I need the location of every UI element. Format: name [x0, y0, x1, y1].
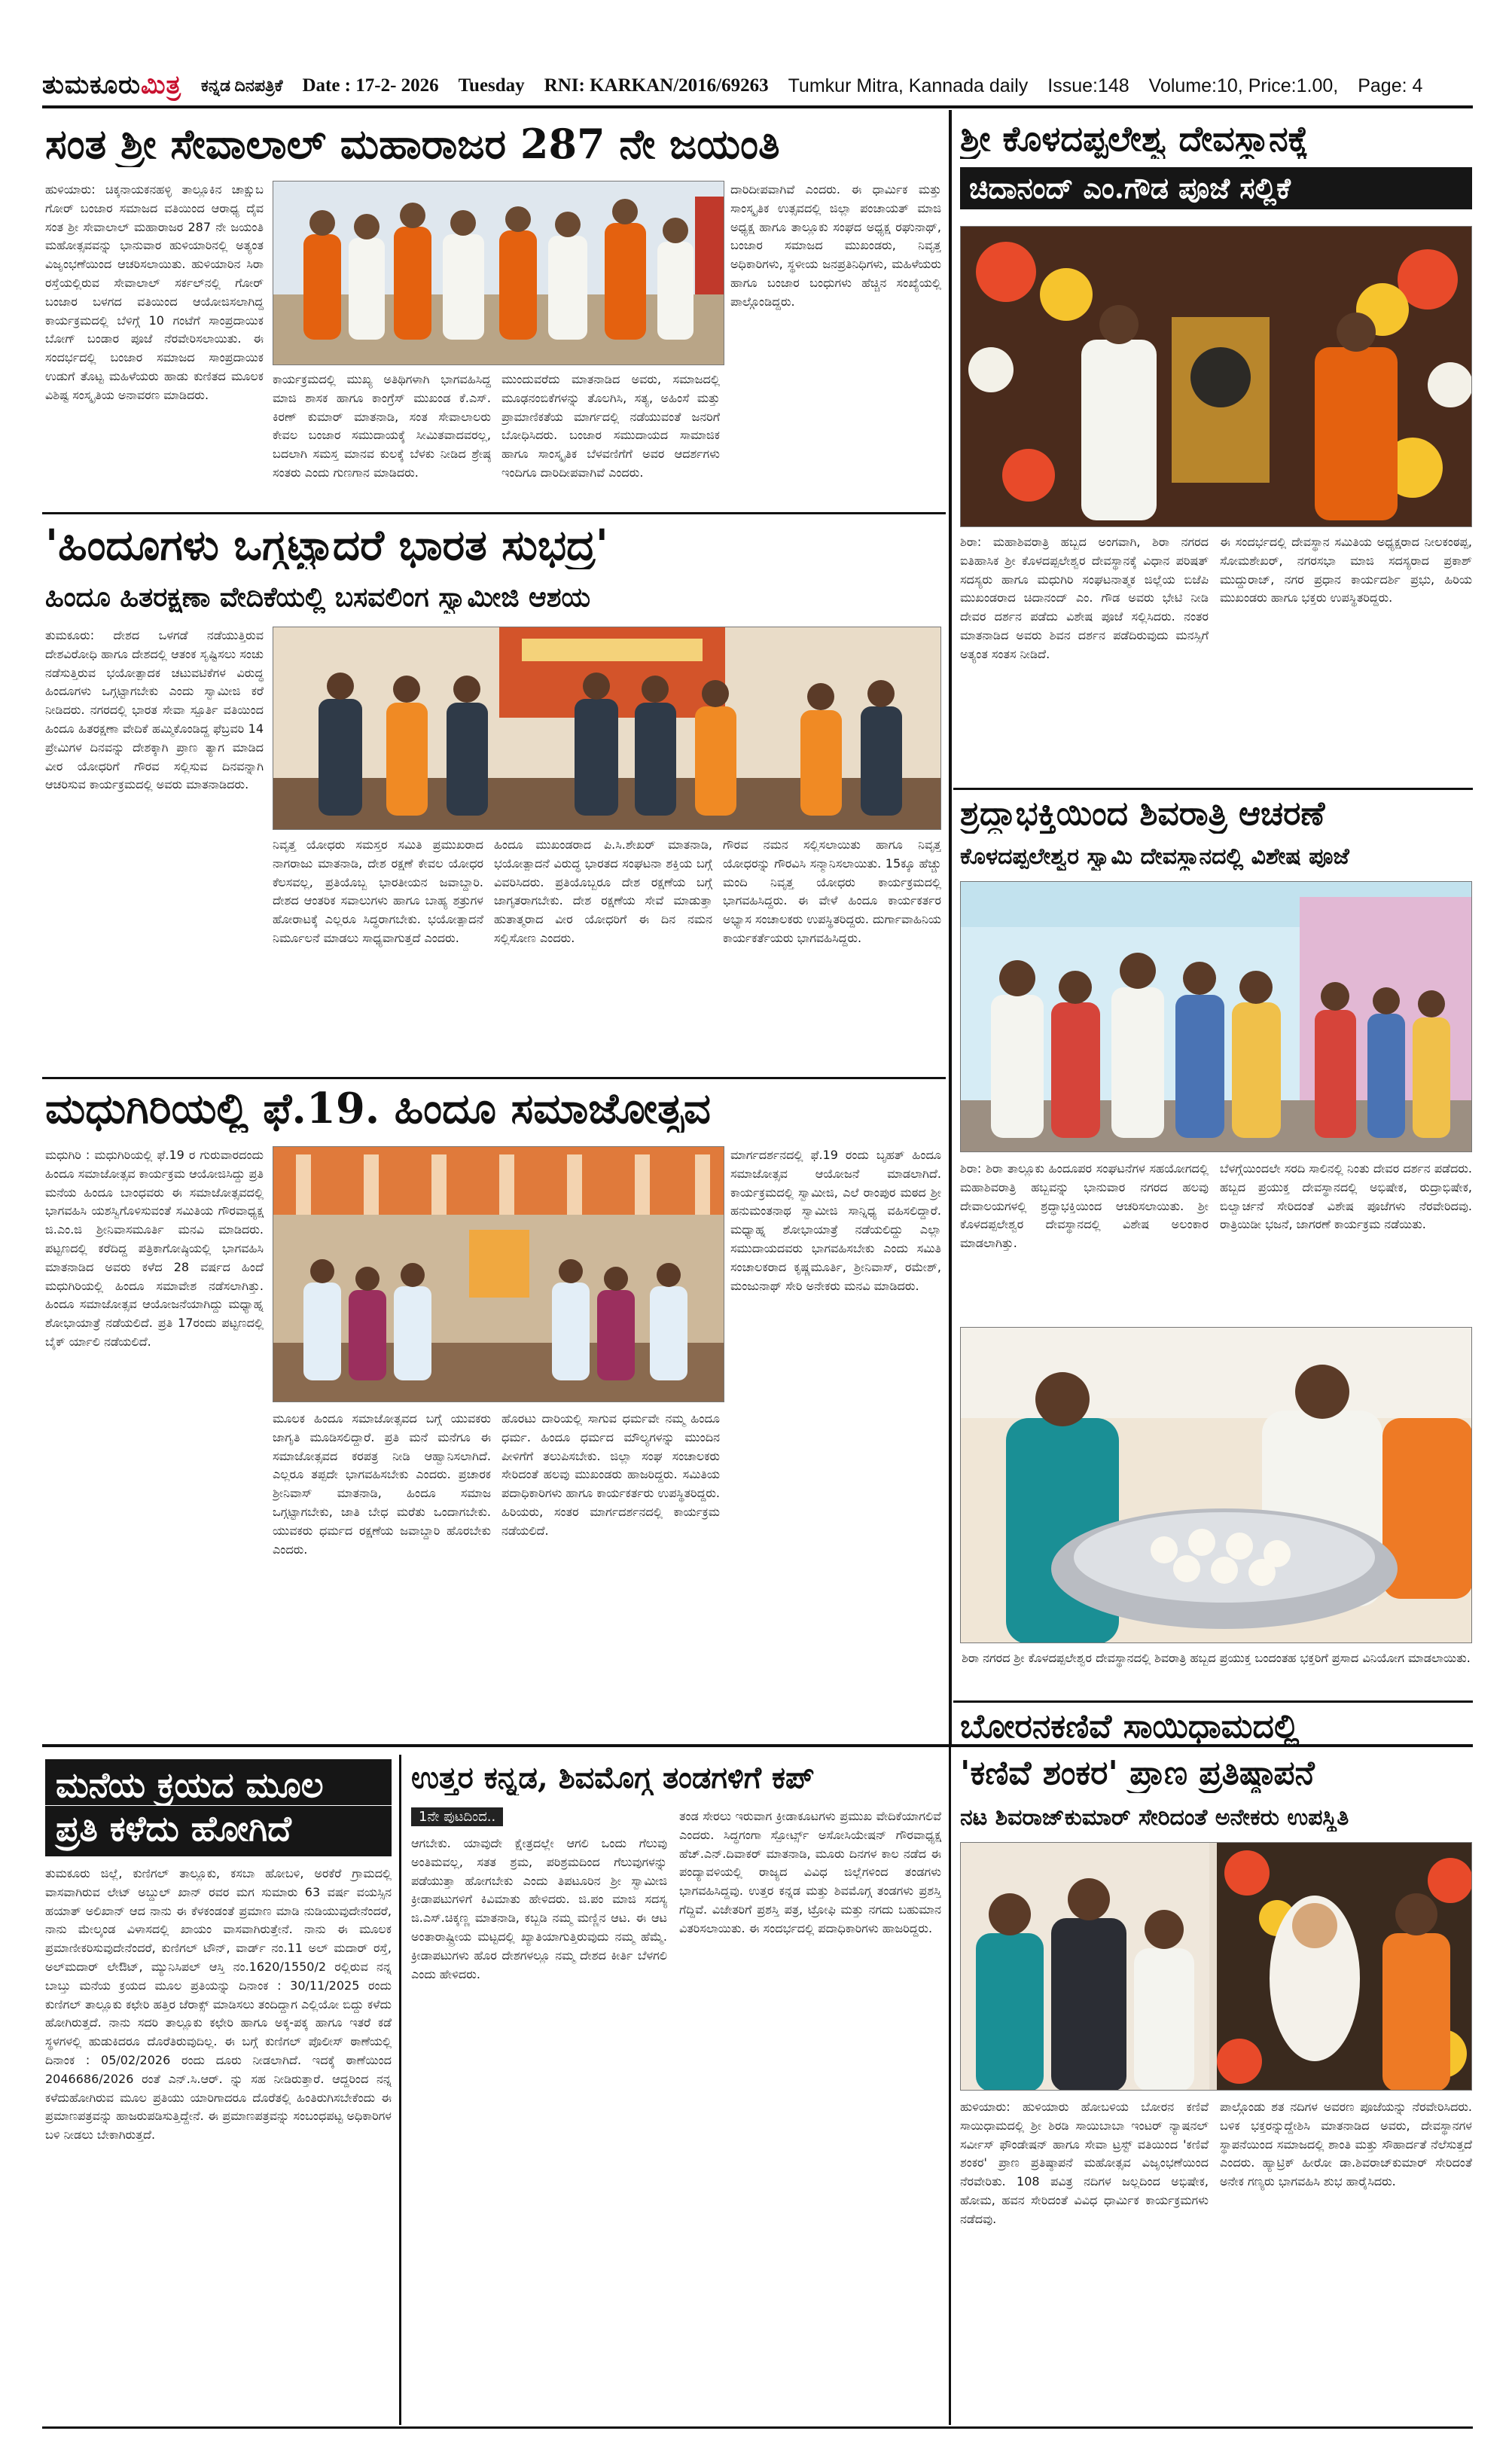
shraddha-subhead: ಕೊಳದಪ್ಪಲೇಶ್ವರ ಸ್ವಾಮಿ ದೇವಸ್ಥಾನದಲ್ಲಿ ವಿಶೇಷ ಪೂಜೆ: [960, 843, 1349, 870]
paper-name: ತುಮಕೂರು: [42, 72, 141, 99]
section-divider: [949, 110, 952, 1744]
madhugiri-col2: ಮೂಲಕ ಹಿಂದೂ ಸಮಾಜೋತ್ಸವದ ಬಗ್ಗೆ ಯುವಕರು ಜಾಗೃತಿ ಮೂಡಿಸಲಿದ್ದಾರೆ. ಪ್ರತಿ ಮನೆ ಮನೆಗೂ ಈ ಸಮಾಜೋತ್ಸವದ ಕರಪತ್ರ ನೀಡಿ ಆಹ್ವಾನಿಸಲಾಗಿದೆ. ಎಲ್ಲರೂ ತಪ್ಪದೇ ಭಾಗವಹಿಸಬೇಕು ಎಂದರು. ಪ್ರಚಾರಕ ಶ್ರೀನಿವಾಸ್ ಮಾತನಾಡಿ, ಹಿಂದೂ ಸಮಾಜ ಒಗ್ಗಟ್ಟಾಗಬೇಕು, ಜಾತಿ ಬೇಧ ಮರೆತು ಒಂದಾಗಬೇಕು. ಯುವಕರು ಧರ್ಮದ ರಕ್ಷಣೆಯ ಜವಾಬ್ದಾರಿ ಹೊರಬೇಕು ಎಂದರು.: [273, 1411, 491, 1557]
madhugiri-photo: [273, 1146, 724, 1402]
hindu-col2: ನಿವೃತ್ತ ಯೋಧರು ಸಮಸ್ತರ ಸಮಿತಿ ಪ್ರಮುಖರಾದ ನಾಗರಾಜು ಮಾತನಾಡಿ, ದೇಶ ರಕ್ಷಣೆ ಕೇವಲ ಯೋಧರ ಕೆಲಸವಲ್ಲ, ಪ್ರತಿಯೊಬ್ಬ ಭಾರತೀಯನ ಜವಾಬ್ದಾರಿ. ದೇಶದ ಆಂತರಿಕ ಸವಾಲುಗಳು ಹಾಗೂ ಬಾಹ್ಯ ಶತ್ರುಗಳ ಹೋರಾಟಕ್ಕೆ ಎಲ್ಲರೂ ಸಿದ್ಧರಾಗಬೇಕು. ಭಯೋತ್ಪಾದನೆ ನಿರ್ಮೂಲನೆ ಮಾಡಲು ಸಾಧ್ಯವಾಗುತ್ತದೆ ಎಂದರು.: [273, 837, 483, 945]
madhugiri-headline: ಮಧುಗಿರಿಯಲ್ಲಿ ಫೆ.19. ಹಿಂದೂ ಸಮಾಜೋತ್ಸವ: [45, 1084, 711, 1133]
issue-date: Date : 17-2- 2026: [302, 75, 439, 96]
shraddha-headline: ಶ್ರದ್ಧಾಭಕ್ತಿಯಿಂದ ಶಿವರಾತ್ರಿ ಆಚರಣೆ: [960, 795, 1325, 833]
shraddha-col2: ಬೆಳಗ್ಗೆಯಿಂದಲೇ ಸರದಿ ಸಾಲಿನಲ್ಲಿ ನಿಂತು ದೇವರ ದರ್ಶನ ಪಡೆದರು. ಹಬ್ಬದ ಪ್ರಯುಕ್ತ ದೇವಸ್ಥಾನದಲ್ಲಿ ಅಭಿಷೇಕ, ರುದ್ರಾಭಿಷೇಕ, ಬಿಲ್ವಾರ್ಚನೆ ಸೇರಿದಂತೆ ವಿಶೇಷ ಪೂಜೆಗಳು ನೆರವೇರಿದವು. ರಾತ್ರಿಯಿಡೀ ಭಜನೆ, ಜಾಗರಣೆ ಕಾರ್ಯಕ್ರಮ ನಡೆಯಿತು.: [1220, 1161, 1472, 1232]
sevalal-col4: ದಾರಿದೀಪವಾಗಿವೆ ಎಂದರು. ಈ ಧಾರ್ಮಿಕ ಮತ್ತು ಸಾಂಸ್ಕೃತಿಕ ಉತ್ಸವದಲ್ಲಿ ಜಿಲ್ಲಾ ಪಂಚಾಯತ್ ಮಾಜಿ ಅಧ್ಯಕ್ಷ ಹಾಗೂ ತಾಲ್ಲೂಕು ಸಂಘದ ಅಧ್ಯಕ್ಷ ರಘುನಾಥ್, ಬಂಜಾರ ಸಮಾಜದ ಮುಖಂಡರು, ನಿವೃತ್ತ ಅಧಿಕಾರಿಗಳು, ಸ್ಥಳೀಯ ಜನಪ್ರತಿನಿಧಿಗಳು, ಮಹಿಳೆಯರು ಹಾಗೂ ಬಂಜಾರ ಬಂಧುಗಳು ಹೆಚ್ಚಿನ ಸಂಖ್ಯೆಯಲ್ಲಿ ಪಾಲ್ಗೊಂಡಿದ್ದರು.: [730, 182, 941, 309]
hindu-col1: ತುಮಕೂರು: ದೇಶದ ಒಳಗಡೆ ನಡೆಯುತ್ತಿರುವ ದೇಶವಿರೋಧಿ ಹಾಗೂ ದೇಶದಲ್ಲಿ ಆತಂಕ ಸೃಷ್ಟಿಸಲು ಸಂಚು ನಡೆಸುತ್ತಿರುವ ಭಯೋತ್ಪಾದಕ ಚಟುವಟಿಕೆಗಳ ವಿರುದ್ಧ ಹಿಂದೂಗಳು ಒಗ್ಗಟ್ಟಾಗಬೇಕು ಎಂದು ಸ್ವಾಮೀಜಿ ಕರೆ ನೀಡಿದರು. ನಗರದಲ್ಲಿ ಭಾರತ ಸೇವಾ ಸ್ಪೂರ್ತಿ ವತಿಯಿಂದ ಹಿಂದೂ ಹಿತರಕ್ಷಣಾ ವೇದಿಕೆ ಹಮ್ಮಿಕೊಂಡಿದ್ದ ಫೆಬ್ರವರಿ 14 ಪ್ರೇಮಿಗಳ ದಿನವನ್ನು ದೇಶಕ್ಕಾಗಿ ಪ್ರಾಣ ತ್ಯಾಗ ಮಾಡಿದ ವೀರ ಯೋಧರಿಗೆ ಗೌರವ ಸಲ್ಲಿಸುವ ದಿನವನ್ನಾಗಿ ಆಚರಿಸುವ ಕಾರ್ಯಕ್ರಮದಲ್ಲಿ ಅವರು ಮಾತನಾಡಿದರು.: [45, 628, 264, 792]
prasada-photo: [960, 1327, 1472, 1643]
hindu-headline: 'ಹಿಂದೂಗಳು ಒಗ್ಗಟ್ಟಾದರೆ ಭಾರತ ಸುಭದ್ರ': [45, 521, 608, 570]
hindu-photo: [273, 627, 941, 830]
boranakanive-col2: ಪಾಲ್ಗೊಂಡು ಶತ ನದಿಗಳ ಅವರಣ ಪೂಜೆಯನ್ನು ನೆರವೇರಿಸಿದರು. ಬಳಿಕ ಭಕ್ತರನ್ನುದ್ದೇಶಿಸಿ ಮಾತನಾಡಿದ ಅವರು, ದೇವಸ್ಥಾನಗಳ ಸ್ಥಾಪನೆಯಿಂದ ಸಮಾಜದಲ್ಲಿ ಶಾಂತಿ ಮತ್ತು ಸೌಹಾರ್ದತೆ ನೆಲೆಸುತ್ತದೆ ಎಂದರು. ಹ್ಯಾಟ್ರಿಕ್ ಹೀರೋ ಡಾ.ಶಿವರಾಜ್‌ಕುಮಾರ್ ಸೇರಿದಂತೆ ಅನೇಕ ಗಣ್ಯರು ಭಾಗವಹಿಸಿ ಶುಭ ಹಾರೈಸಿದರು.: [1220, 2100, 1472, 2189]
prasada-caption: ಶಿರಾ ನಗರದ ಶ್ರೀ ಕೊಳದಪ್ಪಲೇಶ್ವರ ದೇವಸ್ಥಾನದಲ್ಲಿ ಶಿವರಾತ್ರಿ ಹಬ್ಬದ ಪ್ರಯುಕ್ತ ಬಂದಂತಹ ಭಕ್ತರಿಗೆ ಪ್ರಸಾದ ವಿನಿಯೋಗ ಮಾಡಲಾಯಿತು.: [962, 1651, 1471, 1665]
jump-label-text: 1ನೇ ಪುಟದಿಂದ..: [411, 1807, 503, 1826]
maneya-body: ತುಮಕೂರು ಜಿಲ್ಲೆ, ಕುಣಿಗಲ್ ತಾಲ್ಲೂಕು, ಕಸಬಾ ಹೋಬಳಿ, ಅರಕೆರೆ ಗ್ರಾಮದಲ್ಲಿ ವಾಸವಾಗಿರುವ ಲೇಟ್ ಅಬ್ದುಲ್ ಖಾನ್ ರವರ ಮಗ ಸುಮಾರು 63 ವರ್ಷ ವಯಸ್ಸಿನ ಹಯಾತ್ ಅಲಿಖಾನ್ ಆದ ನಾನು ಈ ಕೆಳಕಂಡಂತೆ ಪ್ರಮಾಣ ಮಾಡಿ ನುಡಿಯುವುದೇನೆಂದರೆ, ನಾನು ಮೇಲ್ಕಂಡ ವಿಳಾಸದಲ್ಲಿ ಖಾಯಂ ವಾಸವಾಗಿರುತ್ತೇನೆ. ನಾನು ಈ ಮೂಲಕ ಪ್ರಮಾಣೀಕರಿಸುವುದೇನೆಂದರೆ, ಕುಣಿಗಲ್ ಟೌನ್, ವಾರ್ಡ್ ನಂ.11 ಅಲ್ ಮದಾರ್ ರಸ್ತೆ, ಅಲ್‌ಮದಾರ್ ಲೇಔಟ್, ಮ್ಯುನಿಸಿಪಲ್ ಆಸ್ತಿ ನಂ.1620/1550/2 ರಲ್ಲಿರುವ ನನ್ನ ಬಾಬ್ತು ಮನೆಯ ಕ್ರಯದ ಮೂಲ ಪ್ರತಿಯನ್ನು ದಿನಾಂಕ : 30/11/2025 ರಂದು ಕುಣಿಗಲ್ ತಾಲ್ಲೂಕು ಕಛೇರಿ ಹತ್ತಿರ ಜೆರಾಕ್ಸ್ ಮಾಡಿಸಲು ತಂದಿದ್ದಾಗ ಎಲ್ಲಿಯೋ ಬಿದ್ದು ಕಳೆದು ಹೋಗಿರುತ್ತದೆ. ನಾನು ಸದರಿ ತಾಲ್ಲೂಕು ಕಛೇರಿ ಹಾಗೂ ಅಕ್ಕ-ಪಕ್ಕ ಹಾಗೂ ಇತರೆ ಕಡೆ ಸ್ಥಳಗಳಲ್ಲಿ ಹುಡುಕಿದರೂ ದೊರೆತಿರುವುದಿಲ್ಲ. ಈ ಬಗ್ಗೆ ಕುಣಿಗಲ್ ಪೊಲೀಸ್ ಠಾಣೆಯಲ್ಲಿ ದಿನಾಂಕ : 05/02/2026 ರಂದು ದೂರು ನೀಡಲಾಗಿದೆ. ಇದಕ್ಕೆ ಠಾಣೆಯಿಂದ 2046686/2026 ರಂತೆ ಎನ್.ಸಿ.ಆರ್. ನ್ನು ಸಹ ನೀಡಿರುತ್ತಾರೆ. ಆದ್ದರಿಂದ ನನ್ನ ಕಳೆದುಹೋಗಿರುವ ಮೂಲ ಪ್ರತಿಯು ಯಾರಿಗಾದರೂ ದೊರೆತಲ್ಲಿ ಹಿಂತಿರುಗಿಸಬೇಕೆಂದು ಈ ಪ್ರಮಾಣಪತ್ರವನ್ನು ಹಾಜರುಪಡಿಸುತ್ತಿದ್ದೇನೆ. ಈ ಪ್ರಮಾಣಪತ್ರವನ್ನು ಸಂಬಂಧಪಟ್ಟ ಅಧಿಕಾರಿಗಳ ಬಳಿ ನೀಡಲು ಬೇಕಾಗಿರುತ್ತದೆ.: [45, 1866, 392, 2143]
shraddha-photo: [960, 881, 1472, 1152]
kolada-rule: [953, 788, 1473, 790]
cup-headline: ಉತ್ತರ ಕನ್ನಡ, ಶಿವಮೊಗ್ಗ ತಂಡಗಳಿಗೆ ಕಪ್: [411, 1761, 815, 1795]
boranakanive-col1: ಹುಳಿಯಾರು: ಹುಳಿಯಾರು ಹೋಬಳಿಯ ಬೋರನ ಕಣಿವೆ ಸಾಯಿಧಾಮದಲ್ಲಿ ಶ್ರೀ ಶಿರಡಿ ಸಾಯಿಬಾಬಾ ಇಂಟರ್ ನ್ಯಾಷನಲ್ ಸರ್ವೀಸ್ ಫೌಂಡೇಷನ್ ಹಾಗೂ ಸೇವಾ ಟ್ರಸ್ಟ್ ವತಿಯಿಂದ 'ಕಣಿವೆ ಶಂಕರ' ಪ್ರಾಣ ಪ್ರತಿಷ್ಠಾಪನೆ ಮಹೋತ್ಸವ ವಿಜೃಂಭಣೆಯಿಂದ ನೆರವೇರಿತು. 108 ಪವಿತ್ರ ನದಿಗಳ ಜಲ್ಲದಿಂದ ಅಭಿಷೇಕ, ಹೋಮ, ಹವನ ಸೇರಿದಂತೆ ವಿವಿಧ ಧಾರ್ಮಿಕ ಕಾರ್ಯಕ್ರಮಗಳು ನಡೆದವು.: [960, 2100, 1209, 2226]
hindu-col3: ಹಿಂದೂ ಮುಖಂಡರಾದ ಪಿ.ಸಿ.ಶೇಖರ್ ಮಾತನಾಡಿ, ಭಯೋತ್ಪಾದನೆ ವಿರುದ್ಧ ಭಾರತದ ಸಂಘಟನಾ ಶಕ್ತಿಯ ಬಗ್ಗೆ ವಿವರಿಸಿದರು. ಪ್ರತಿಯೊಬ್ಬರೂ ದೇಶ ರಕ್ಷಣೆಯ ಬಗ್ಗೆ ಜಾಗೃತರಾಗಬೇಕು. ದೇಶ ರಕ್ಷಣೆಯ ಸೇವೆ ಮಾಡುತ್ತಾ ಹುತಾತ್ಮರಾದ ವೀರ ಯೋಧರಿಗೆ ಈ ದಿನ ನಮನ ಸಲ್ಲಿಸೋಣ ಎಂದರು.: [494, 837, 712, 945]
shraddha-col1: ಶಿರಾ: ಶಿರಾ ತಾಲ್ಲೂಕು ಹಿಂದೂಪರ ಸಂಘಟನೆಗಳ ಸಹಯೋಗದಲ್ಲಿ ಮಹಾಶಿವರಾತ್ರಿ ಹಬ್ಬವನ್ನು ಭಾನುವಾರ ನಗರದ ಹಲವು ದೇವಾಲಯಗಳಲ್ಲಿ ಶ್ರದ್ಧಾಭಕ್ತಿಯಿಂದ ಆಚರಿಸಲಾಯಿತು. ಶ್ರೀ ಕೊಳದಪ್ಪಲೇಶ್ವರ ದೇವಸ್ಥಾನದಲ್ಲಿ ವಿಶೇಷ ಅಲಂಕಾರ ಮಾಡಲಾಗಿತ್ತು.: [960, 1161, 1209, 1251]
boranakanive-divider: [949, 1747, 951, 2425]
masthead-rule: [42, 105, 1473, 108]
hindu-rule: [42, 1077, 946, 1079]
boranakanive-subhead: ನಟ ಶಿವರಾಜ್‌ಕುಮಾರ್ ಸೇರಿದಂತೆ ಅನೇಕರು ಉಪಸ್ಥಿತಿ: [960, 1804, 1349, 1831]
paper-name-accent: ಮಿತ್ರ: [140, 72, 181, 99]
masthead: [42, 68, 1473, 104]
sevalal-rule: [42, 512, 946, 514]
prasada-rule: [953, 1700, 1473, 1703]
sevalal-headline: ಸಂತ ಶ್ರೀ ಸೇವಾಲಾಲ್ ಮಹಾರಾಜರ 287 ನೇ ಜಯಂತಿ: [45, 120, 780, 168]
sevalal-photo: [273, 181, 724, 365]
issue-number: Issue:148: [1047, 75, 1129, 96]
boranakanive-headline-2: 'ಕಣಿವೆ ಶಂಕರ' ಪ್ರಾಣ ಪ್ರತಿಷ್ಠಾಪನೆ: [960, 1755, 1315, 1792]
page-number: Page: 4: [1358, 75, 1423, 96]
paper-tagline: ಕನ್ನಡ ದಿನಪತ್ರಿಕೆ: [200, 76, 283, 95]
volume-price: Volume:10, Price:1.00,: [1148, 75, 1339, 96]
hindu-subhead: ಹಿಂದೂ ಹಿತರಕ್ಷಣಾ ವೇದಿಕೆಯಲ್ಲಿ ಬಸವಲಿಂಗ ಸ್ವಾಮೀಜಿ ಆಶಯ: [45, 582, 591, 613]
cup-jump-label: [411, 1807, 503, 1826]
madhugiri-col1: ಮಧುಗಿರಿ : ಮಧುಗಿರಿಯಲ್ಲಿ ಫೆ.19 ರ ಗುರುವಾರದಂದು ಹಿಂದೂ ಸಮಾಜೋತ್ಸವ ಕಾರ್ಯಕ್ರಮ ಆಯೋಜಿಸಿದ್ದು ಪ್ರತಿ ಮನೆಯ ಹಿಂದೂ ಬಾಂಧವರು ಈ ಸಮಾಜೋತ್ಸವದಲ್ಲಿ ಭಾಗವಹಿಸಿ ಯಶಸ್ವಿಗೊಳಿಸುವಂತೆ ಸಮಿತಿಯ ಗೌರವಾಧ್ಯಕ್ಷ ಜಿ.ಎಂ.ಜಿ ಶ್ರೀನಿವಾಸಮೂರ್ತಿ ಮನವಿ ಮಾಡಿದರು. ಪಟ್ಟಣದಲ್ಲಿ ಕರೆದಿದ್ದ ಪತ್ರಿಕಾಗೋಷ್ಠಿಯಲ್ಲಿ ಭಾಗವಹಿಸಿ ಮಾತನಾಡಿದ ಅವರು ಕಳೆದ 28 ವರ್ಷದ ಹಿಂದೆ ಮಧುಗಿರಿಯಲ್ಲಿ ಹಿಂದೂ ಸಮಾವೇಶ ನಡೆಸಲಾಗಿತ್ತು. ಹಿಂದೂ ಸಮಾಜೋತ್ಸವ ಆಯೋಜನೆಯಾಗಿದ್ದು ಮಧ್ಯಾಹ್ನ ಶೋಭಾಯಾತ್ರೆ ನಡೆಯಲಿದೆ. ಪ್ರತಿ 17ರಂದು ಪಟ್ಟಣದಲ್ಲಿ ಬೈಕ್ ರ್ಯಾಲಿ ನಡೆಯಲಿದೆ.: [45, 1148, 264, 1349]
sevalal-col2: ಕಾರ್ಯಕ್ರಮದಲ್ಲಿ ಮುಖ್ಯ ಅತಿಥಿಗಳಾಗಿ ಭಾಗವಹಿಸಿದ್ದ ಮಾಜಿ ಶಾಸಕ ಹಾಗೂ ಕಾಂಗ್ರೆಸ್ ಮುಖಂಡ ಕೆ.ಎಸ್. ಕಿರಣ್ ಕುಮಾರ್ ಮಾತನಾಡಿ, ಸಂತ ಸೇವಾಲಾಲರು ಕೇವಲ ಬಂಜಾರ ಸಮುದಾಯಕ್ಕೆ ಸೀಮಿತವಾದವರಲ್ಲ, ಬದಲಾಗಿ ಸಮಸ್ತ ಮಾನವ ಕುಲಕ್ಕೆ ಬೆಳಕು ನೀಡಿದ ಶ್ರೇಷ್ಠ ಸಂತರು ಎಂದು ಗುಣಗಾನ ಮಾಡಿದರು.: [273, 372, 491, 480]
madhugiri-col3: ಹೊರಟು ದಾರಿಯಲ್ಲಿ ಸಾಗುವ ಧರ್ಮವೇ ನಮ್ಮ ಹಿಂದೂ ಧರ್ಮ. ಹಿಂದೂ ಧರ್ಮದ ಮೌಲ್ಯಗಳನ್ನು ಮುಂದಿನ ಪೀಳಿಗೆಗೆ ತಲುಪಿಸಬೇಕು. ಜಿಲ್ಲಾ ಸಂಘ ಸಂಚಾಲಕರು ಸೇರಿದಂತೆ ಹಲವು ಮುಖಂಡರು ಹಾಜರಿದ್ದರು. ಸಮಿತಿಯ ಪದಾಧಿಕಾರಿಗಳು ಹಾಗೂ ಕಾರ್ಯಕರ್ತರು ಉಪಸ್ಥಿತರಿದ್ದರು. ಹಿರಿಯರು, ಸಂತರ ಮಾರ್ಗದರ್ಶನದಲ್ಲಿ ಕಾರ್ಯಕ್ರಮ ನಡೆಯಲಿದೆ.: [501, 1411, 720, 1538]
cup-col2: ತಂಡ ಸೇರಲು ಇರುವಾಗ ಕ್ರೀಡಾಕೂಟಗಳು ಪ್ರಮುಖ ವೇದಿಕೆಯಾಗಲಿವೆ ಎಂದರು. ಸಿದ್ಧಗಂಗಾ ಸ್ಪೋರ್ಟ್ಸ್ ಅಸೋಸಿಯೇಷನ್ ಗೌರವಾಧ್ಯಕ್ಷ ಹೆಚ್.ಎನ್.ದಿವಾಕರ್ ಮಾತನಾಡಿ, ಮೂರು ದಿನಗಳ ಕಾಲ ನಡೆದ ಈ ಪಂದ್ಯಾವಳಿಯಲ್ಲಿ ರಾಜ್ಯದ ವಿವಿಧ ಜಿಲ್ಲೆಗಳಿಂದ ತಂಡಗಳು ಭಾಗವಹಿಸಿದ್ದವು. ಉತ್ತರ ಕನ್ನಡ ಮತ್ತು ಶಿವಮೊಗ್ಗ ತಂಡಗಳು ಪ್ರಶಸ್ತಿ ಗೆದ್ದಿವೆ. ವಿಜೇತರಿಗೆ ಪ್ರಶಸ್ತಿ ಪತ್ರ, ಟ್ರೋಫಿ ಮತ್ತು ನಗದು ಬಹುಮಾನ ವಿತರಿಸಲಾಯಿತು. ಈ ಸಂದರ್ಭದಲ್ಲಿ ಪದಾಧಿಕಾರಿಗಳು ಹಾಜರಿದ್ದರು.: [679, 1809, 941, 1935]
footer-rule: [42, 2426, 1473, 2429]
cup-col1: ಆಗಬೇಕು. ಯಾವುದೇ ಕ್ಷೇತ್ರದಲ್ಲೇ ಆಗಲಿ ಒಂದು ಗೆಲುವು ಅಂತಿಮವಲ್ಲ, ಸತತ ಶ್ರಮ, ಪರಿಶ್ರಮದಿಂದ ಗೆಲುವುಗಳನ್ನು ಪಡೆಯುತ್ತಾ ಹೋಗಬೇಕು ಎಂದು ತಿಪಟೂರಿನ ಶ್ರೀ ಸ್ವಾಮೀಜಿ ಕ್ರೀಡಾಪಟುಗಳಿಗೆ ಕಿವಿಮಾತು ಹೇಳಿದರು. ಜಿ.ಪಂ ಮಾಜಿ ಸದಸ್ಯ ಜಿ.ಎಸ್.ಚಿಕ್ಕಣ್ಣ ಮಾತನಾಡಿ, ಕಬ್ಬಡಿ ನಮ್ಮ ಮಣ್ಣಿನ ಆಟ. ಈ ಆಟ ಅಂತಾರಾಷ್ಟ್ರೀಯ ಮಟ್ಟದಲ್ಲಿ ಖ್ಯಾತಿಯಾಗುತ್ತಿರುವುದು ನಮ್ಮ ಹೆಮ್ಮೆ. ಕ್ರೀಡಾಪಟುಗಳು ಹೊರ ದೇಶಗಳಲ್ಲೂ ನಮ್ಮ ದೇಶದ ಕೀರ್ತಿ ಬೆಳಗಲಿ ಎಂದು ಹೇಳಿದರು.: [411, 1836, 667, 1981]
paper-logo: [42, 72, 181, 100]
kolada-headline-2: ಚಿದಾನಂದ್ ಎಂ.ಗೌಡ ಪೂಜೆ ಸಲ್ಲಿಕೆ: [960, 167, 1472, 209]
maneya-divider: [399, 1755, 401, 2425]
paper-title-en: Tumkur Mitra, Kannada daily: [788, 75, 1029, 96]
sevalal-col1: ಹುಳಿಯಾರು: ಚಿಕ್ಕನಾಯಕನಹಳ್ಳಿ ತಾಲ್ಲೂಕಿನ ಚಾಕ್ಷುಬ ಗೋರ್ ಬಂಜಾರ ಸಮಾಜದ ವತಿಯಿಂದ ಆರಾಧ್ಯ ದೈವ ಸಂತ ಶ್ರೀ ಸೇವಾಲಾಲ್ ಮಹಾರಾಜರ 287 ನೇ ಜಯಂತಿ ಮಹೋತ್ಸವವನ್ನು ಭಾನುವಾರ ಹುಳಿಯಾರಿನಲ್ಲಿ ಅತ್ಯಂತ ವಿಜೃಂಭಣೆಯಿಂದ ಆಚರಿಸಲಾಯಿತು. ಹುಳಿಯಾರಿನ ಸಿರಾ ರಸ್ತೆಯಲ್ಲಿರುವ ಸೇವಾಲಾಲ್ ಸರ್ಕಲ್‌ನಲ್ಲಿ ಗೋರ್ ಬಂಜಾರ ಬಳಗದ ವತಿಯಿಂದ ಆಯೋಜಿಸಲಾಗಿದ್ದ ಕಾರ್ಯಕ್ರಮದಲ್ಲಿ ಬೆಳಿಗ್ಗೆ 10 ಗಂಟೆಗೆ ಸಾಂಪ್ರದಾಯಿಕ ಬೋಗ್ ಬಂಡಾರ ಪೂಜೆ ನೆರವೇರಿಸಲಾಯಿತು. ಈ ಸಂದರ್ಭದಲ್ಲಿ ಬಂಜಾರ ಸಮಾಜದ ಸಾಂಪ್ರದಾಯಿಕ ಉಡುಗೆ ತೊಟ್ಟ ಮಹಿಳೆಯರು ಹಾಡು ಕುಣಿತದ ಮೂಲಕ ವಿಶಿಷ್ಟ ಸಂಸ್ಕೃತಿಯ ಅನಾವರಣ ಮಾಡಿದರು.: [45, 182, 264, 402]
madhugiri-col4: ಮಾರ್ಗದರ್ಶನದಲ್ಲಿ ಫೆ.19 ರಂದು ಬೃಹತ್ ಹಿಂದೂ ಸಮಾಜೋತ್ಸವ ಆಯೋಜನೆ ಮಾಡಲಾಗಿದೆ. ಕಾರ್ಯಕ್ರಮದಲ್ಲಿ ಸ್ವಾಮೀಜಿ, ಎಲೆ ರಾಂಪುರ ಮಠದ ಶ್ರೀ ಹನುಮಂತನಾಥ ಸ್ವಾಮೀಜಿ ಸಾನ್ನಿಧ್ಯ ವಹಿಸಲಿದ್ದಾರೆ. ಮಧ್ಯಾಹ್ನ ಶೋಭಾಯಾತ್ರೆ ನಡೆಯಲಿದ್ದು ಎಲ್ಲಾ ಸಮುದಾಯದವರು ಭಾಗವಹಿಸಬೇಕು ಎಂದು ಸಮಿತಿ ಸಂಚಾಲಕರಾದ ಕೃಷ್ಣಮೂರ್ತಿ, ಶ್ರೀನಿವಾಸ್, ರಮೇಶ್, ಮಂಜುನಾಥ್ ಸೇರಿ ಅನೇಕರು ಮನವಿ ಮಾಡಿದರು.: [730, 1148, 941, 1293]
hindu-col4: ಗೌರವ ನಮನ ಸಲ್ಲಿಸಲಾಯಿತು ಹಾಗೂ ನಿವೃತ್ತ ಯೋಧರನ್ನು ಗೌರವಿಸಿ ಸನ್ಮಾನಿಸಲಾಯಿತು. 15ಕ್ಕೂ ಹೆಚ್ಚು ಮಂದಿ ನಿವೃತ್ತ ಯೋಧರು ಕಾರ್ಯಕ್ರಮದಲ್ಲಿ ಭಾಗವಹಿಸಿದ್ದರು. ಈ ವೇಳೆ ಹಿಂದೂ ಕಾರ್ಯಕರ್ತರ ಅಭ್ಯಾಸ ಸಂಚಾಲಕರು ಉಪಸ್ಥಿತರಿದ್ದರು. ದುರ್ಗಾವಾಹಿನಿಯ ಕಾರ್ಯಕರ್ತೆಯರು ಭಾಗವಹಿಸಿದ್ದರು.: [723, 837, 941, 945]
kolada-photo: [960, 226, 1472, 527]
boranakanive-headline-1: ಬೋರನಕಣಿವೆ ಸಾಯಿಧಾಮದಲ್ಲಿ: [960, 1708, 1300, 1746]
rni-number: RNI: KARKAN/2016/69263: [544, 75, 769, 96]
kolada-col1: ಶಿರಾ: ಮಹಾಶಿವರಾತ್ರಿ ಹಬ್ಬದ ಅಂಗವಾಗಿ, ಶಿರಾ ನಗರದ ಐತಿಹಾಸಿಕ ಶ್ರೀ ಕೊಳದಪ್ಪಲೇಶ್ವರ ದೇವಸ್ಥಾನಕ್ಕೆ ವಿಧಾನ ಪರಿಷತ್ ಸದಸ್ಯರು ಹಾಗೂ ಮಧುಗಿರಿ ಸಂಘಟನಾತ್ಮಕ ಜಿಲ್ಲೆಯ ಬಿಜೆಪಿ ಮುಖಂಡರಾದ ಚಿದಾನಂದ್ ಎಂ. ಗೌಡ ಅವರು ಭೇಟಿ ನೀಡಿ ದೇವರ ದರ್ಶನ ಪಡೆದು ವಿಶೇಷ ಪೂಜೆ ಸಲ್ಲಿಸಿದರು. ನಂತರ ಮಾತನಾಡಿದ ಅವರು ಶಿವನ ದರ್ಶನ ಪಡೆದಿರುವುದು ಮನಸ್ಸಿಗೆ ಅತ್ಯಂತ ಸಂತಸ ನೀಡಿದೆ.: [960, 535, 1209, 661]
kolada-col2: ಈ ಸಂದರ್ಭದಲ್ಲಿ ದೇವಸ್ಥಾನ ಸಮಿತಿಯ ಅಧ್ಯಕ್ಷರಾದ ನೀಲಕಂಠಪ್ಪ, ಸೋಮಶೇಖರ್, ನಗರಸಭಾ ಮಾಜಿ ಸದಸ್ಯರಾದ ಪ್ರಕಾಶ್ ಮುದ್ದುರಾಜ್, ನಗರ ಪ್ರಧಾನ ಕಾರ್ಯದರ್ಶಿ ಪ್ರಭು, ಹಿರಿಯ ಮುಖಂಡರು ಹಾಗೂ ಭಕ್ತರು ಉಪಸ್ಥಿತರಿದ್ದರು.: [1220, 535, 1472, 605]
maneya-headline-2: ಪ್ರತಿ ಕಳೆದು ಹೋಗಿದೆ: [45, 1806, 392, 1856]
issue-day: Tuesday: [458, 75, 525, 96]
maneya-headline-1: ಮನೆಯ ಕ್ರಯದ ಮೂಲ: [45, 1759, 392, 1805]
kolada-headline-1: ಶ್ರೀ ಕೊಳದಪ್ಪಲೇಶ್ವ ದೇವಸ್ಥಾನಕ್ಕೆ: [960, 119, 1309, 159]
boranakanive-photo: [960, 1842, 1472, 2091]
sevalal-col3: ಮುಂದುವರೆದು ಮಾತನಾಡಿದ ಅವರು, ಸಮಾಜದಲ್ಲಿ ಮೂಢನಂಬಿಕೆಗಳನ್ನು ತೊಲಗಿಸಿ, ಸತ್ಯ, ಅಹಿಂಸೆ ಮತ್ತು ಪ್ರಾಮಾಣಿಕತೆಯ ಮಾರ್ಗದಲ್ಲಿ ನಡೆಯುವಂತೆ ಜನರಿಗೆ ಬೋಧಿಸಿದರು. ಬಂಜಾರ ಸಮುದಾಯದ ಸಾಮಾಜಿಕ ಹಾಗೂ ಸಾಂಸ್ಕೃತಿಕ ಬೆಳವಣಿಗೆಗೆ ಅವರ ಆದರ್ಶಗಳು ಇಂದಿಗೂ ದಾರಿದೀಪವಾಗಿವೆ ಎಂದರು.: [501, 372, 720, 480]
